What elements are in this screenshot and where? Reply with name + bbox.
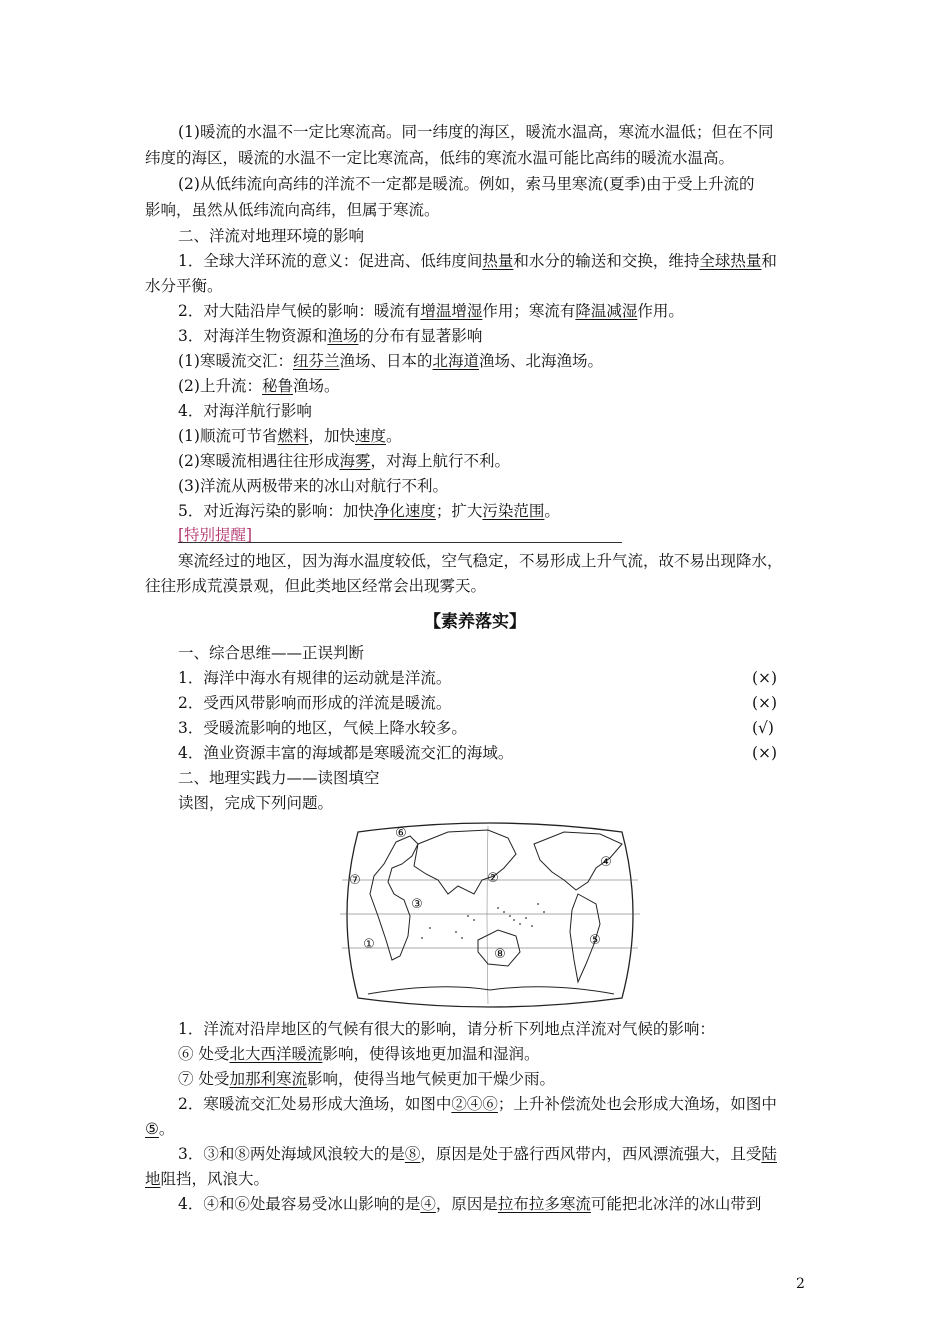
question-line [178,1042,539,1066]
text-line [178,299,684,323]
text: 和 [761,252,777,270]
map-label-2: ② [487,871,499,886]
answer-blank: 北海道 [432,352,480,370]
text: 1．全球大洋环流的意义：促进高、低纬度间 [178,252,483,270]
judge-item: 4．渔业资源丰富的海域都是寒暖流交汇的海域。 [178,744,514,762]
text: ，加快 [308,427,355,445]
text-line [178,499,560,523]
text-line: 水分平衡。 [145,277,223,295]
text-line [178,324,482,348]
answer-blank: 增温增湿 [420,302,483,320]
judge-mark: (×) [752,694,778,712]
text: 阻挡，风浪大。 [160,1170,270,1188]
answer-blank: ⑧ [404,1145,421,1163]
answer-blank: 纽芬兰 [292,352,340,370]
page-number: 2 [796,1276,805,1292]
text: ，原因是 [435,1195,498,1213]
text: 渔场、北海渔场。 [479,352,604,370]
text-line [178,449,510,473]
question-line [178,1092,777,1116]
text-line: (2)从低纬流向高纬的洋流不一定都是暖流。例如，索马里寒流(夏季)由于受上升流的 [178,175,755,193]
map-label-6: ⑥ [395,826,407,841]
answer-blank: 速度 [355,427,387,445]
text: (2)上升流： [178,377,262,395]
answer-blank: ⑤ [145,1120,159,1138]
text-line [178,349,603,373]
text-line [178,424,402,448]
text: ；上升补偿流处也会形成大渔场，如图中 [497,1095,777,1113]
answer-blank: 全球热量 [699,252,762,270]
answer-blank: 热量 [482,252,514,270]
question-line: 1．洋流对沿岸地区的气候有很大的影响，请分析下列地点洋流对气候的影响： [178,1020,715,1038]
text: 渔场、日本的 [339,352,433,370]
judge-item: 1．海洋中海水有规律的运动就是洋流。 [178,669,452,687]
judge-mark: (×) [752,744,778,762]
question-line [145,1167,269,1191]
question-line [178,1067,555,1091]
map-label-7: ⑦ [349,873,361,888]
text: 3．对海洋生物资源和 [178,327,328,345]
text: ，原因是处于盛行西风带内，西风漂流强大，且受 [420,1145,762,1163]
text: ；扩大 [435,502,483,520]
map-label-3: ③ [411,897,423,912]
answer-blank: 拉布拉多寒流 [497,1195,591,1213]
world-ocean-currents-map [338,820,642,1010]
text-line: (3)洋流从两极带来的冰山对航行不利。 [178,477,448,495]
text: 影响，使得当地气候更加干燥少雨。 [306,1070,555,1088]
text-line: 往往形成荒漠景观，但此类地区经常会出现雾天。 [145,577,487,595]
text: (1)顺流可节省 [178,427,278,445]
judge-mark: (×) [752,669,778,687]
question-line [178,1142,777,1166]
judge-item: 2．受西风带影响而形成的洋流是暖流。 [178,694,452,712]
text: ⑦ 处受 [178,1070,230,1088]
text-line: (1)暖流的水温不一定比寒流高。同一纬度的海区，暖流水温高，寒流水温低；但在不同 [178,123,774,141]
judge-mark: (√) [752,719,774,737]
text: 。 [544,502,560,520]
map-label-1: ① [363,937,375,952]
text: 和水分的输送和交换，维持 [513,252,700,270]
text-line: 读图，完成下列问题。 [178,794,334,812]
answer-blank: 北大西洋暖流 [229,1045,323,1063]
tip-divider [178,542,622,543]
text-line: 影响，虽然从低纬流向高纬，但属于寒流。 [145,201,440,219]
text-line [178,249,777,273]
text: ，对海上航行不利。 [370,452,510,470]
answer-blank: 降温减湿 [575,302,638,320]
text: (1)寒暖流交汇： [178,352,293,370]
text: 的分布有显著影响 [358,327,483,345]
section-heading: 一、综合思维——正误判断 [178,644,365,662]
answer-blank: 净化速度 [373,502,436,520]
text: 4．④和⑥处最容易受冰山影响的是 [178,1195,421,1213]
text: (2)寒暖流相遇往往形成 [178,452,340,470]
text: 渔场。 [292,377,340,395]
text-line: 4．对海洋航行影响 [178,402,312,420]
text: 作用。 [637,302,684,320]
answer-blank: 污染范围 [482,502,545,520]
map-label-5: ⑤ [589,933,601,948]
text: 。 [386,427,402,445]
question-line [145,1117,174,1141]
text: ⑥ 处受 [178,1045,230,1063]
answer-blank: 地 [145,1170,161,1188]
answer-blank: 燃料 [277,427,309,445]
answer-blank: ②④⑥ [451,1095,498,1113]
answer-blank: 秘鲁 [261,377,293,395]
map-label-4: ④ [600,855,612,870]
answer-blank: 海雾 [339,452,371,470]
answer-blank: 加那利寒流 [229,1070,307,1088]
text: 2．对大陆沿岸气候的影响：暖流有 [178,302,421,320]
answer-blank: ④ [420,1195,436,1213]
map-label-8: ⑧ [494,947,506,962]
judge-item: 3．受暖流影响的地区，气候上降水较多。 [178,719,467,737]
section-heading: 二、洋流对地理环境的影响 [178,227,365,245]
section-title: 【素养落实】 [424,612,526,632]
text: 5．对近海污染的影响：加快 [178,502,374,520]
text: 3．③和⑧两处海域风浪较大的是 [178,1145,405,1163]
question-line [178,1192,761,1216]
section-heading: 二、地理实践力——读图填空 [178,769,380,787]
text: 2．寒暖流交汇处易形成大渔场，如图中 [178,1095,452,1113]
text: 影响，使得该地更加温和湿润。 [322,1045,540,1063]
tip-label: [特别提醒] [178,526,253,544]
text-line: 纬度的海区，暖流的水温不一定比寒流高，低纬的寒流水温可能比高纬的暖流水温高。 [145,149,735,167]
answer-blank: 渔场 [327,327,359,345]
text: 作用；寒流有 [482,302,576,320]
text: 。 [158,1120,175,1138]
text-line: 寒流经过的地区，因为海水温度较低，空气稳定，不易形成上升气流，故不易出现降水， [178,552,783,570]
answer-blank: 陆 [761,1145,777,1163]
text-line [178,374,340,398]
text: 可能把北冰洋的冰山带到 [590,1195,762,1213]
